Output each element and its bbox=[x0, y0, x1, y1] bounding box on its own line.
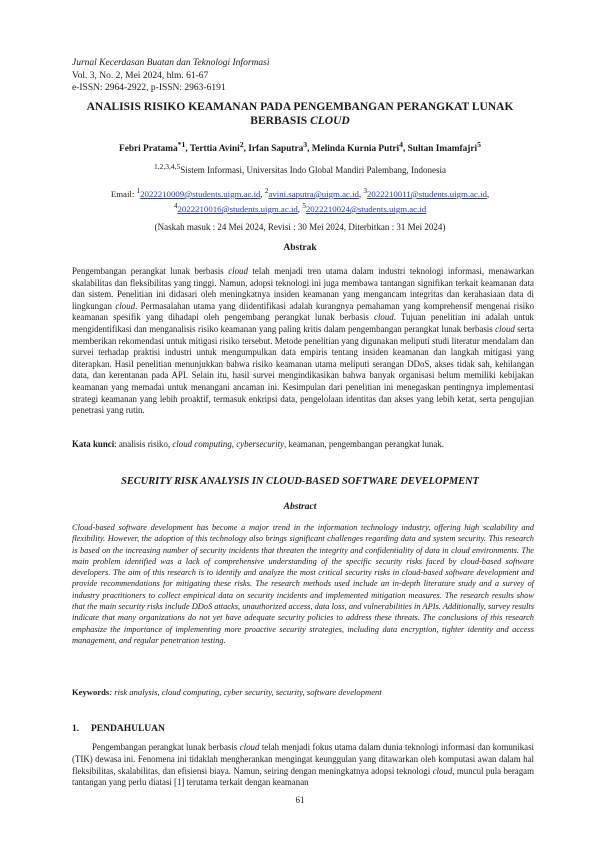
kata-kunci-term: cybersecurity bbox=[236, 439, 285, 449]
email-link[interactable]: 2022210011@students.uigm.ac.id bbox=[367, 188, 487, 199]
email-link[interactable]: 2022210024@students.uigm.ac.id bbox=[305, 203, 427, 214]
author-name: Sultan Imamfajri bbox=[407, 144, 478, 155]
kata-kunci-label: Kata kunci bbox=[72, 439, 115, 449]
abstrak-seg: telah menjadi tren utama dalam industri teknologi informasi, menawarkan skalabilitas dan fleksibilitas yang tinggi. Namun, adopsi teknologi ini juga membawa tantangan signifikan terkait keamanan data dan sistem. Penelitian ini didasari oleh meningkatnya insiden keamanan yang mengancam integritas dan kerahasiaan data di lingkungan bbox=[72, 266, 535, 311]
affiliation bbox=[60, 162, 540, 175]
keywords bbox=[72, 687, 534, 697]
affiliation-sup: 1,2,3,4,5 bbox=[154, 162, 181, 171]
author-name: Terttia Avini bbox=[189, 144, 240, 155]
abstrak-term: cloud bbox=[495, 323, 515, 334]
journal-volume: Vol. 3, No. 2, Mei 2024, hlm. 61-67 bbox=[72, 70, 209, 81]
author-sup: 2 bbox=[239, 140, 244, 149]
email-sup: 2 bbox=[264, 186, 269, 195]
intro-paragraph bbox=[72, 742, 534, 789]
title-line-1: ANALISIS RISIKO KEAMANAN PADA PENGEMBANGAN PERANGKAT LUNAK bbox=[86, 101, 514, 113]
author-list: Febri Pratama$^{*1}$, Terttia Avini$^2$, Irfan Saputra$^3$, Melinda Kurnia Putri$^4$, Sultan Imamfajri$^5$ bbox=[119, 140, 481, 155]
kata-kunci-term: cloud computing bbox=[172, 439, 232, 449]
journal-issn: e-ISSN: 2964-2922, p-ISSN: 2963-6191 bbox=[72, 83, 226, 93]
abstrak-heading: Abstrak bbox=[283, 243, 317, 253]
keywords-label: Keywords bbox=[72, 687, 110, 697]
author-sup: *1 bbox=[177, 140, 186, 149]
email-block: Email: $^1$2022210009@students.uigm.ac.id, $^2$avini.saputra@uigm.ac.id, $^3$2022210011@students.uigm.ac.id, $^4$2022210016@students.uigm.ac.id, $^5$2022210024@students.uigm.ac.id bbox=[110, 186, 490, 214]
paper-title bbox=[60, 100, 540, 128]
submission-dates: (Naskah masuk : 24 Mei 2024, Revisi : 30 Mei 2024, Diterbitkan : 31 Mei 2024) bbox=[154, 222, 446, 232]
section-heading: 1. PENDAHULUAN bbox=[72, 724, 165, 734]
intro-seg: , muncul pula beragam tantangan yang perlu diatasi [1] terutama terkait dengan keamanan bbox=[72, 765, 534, 788]
abstrak-term: cloud bbox=[374, 312, 394, 323]
intro-term: cloud bbox=[239, 742, 260, 752]
abstract-text: Cloud-based software development has become a major trend in the information technology industry, offering high scalability and flexibility. However, the adoption of this technology also brings significant challenges regarding data and system security. This research is based on the increasing number of security incidents that threaten the integrity and confidentiality of data in cloud environments. The main problem identified was a lack of comprehensive understanding of the specific security risks faced by cloud-based software developers. The aim of this research is to identify and analyze the most critical security risks in cloud-based software development and provide recommendations for mitigating these risks. The research methods used include an in-depth literature study and a survey of industry practitioners to collect empirical data on security incidents and implemented mitigation measures. The research results show that the main security risks include DDoS attacks, unauthorized access, data loss, and vulnerabilities in APIs. Additionally, survey results indicate that many organizations do not yet have adequate security policies to address these threats. The conclusions of this research emphasize the importance of implementing more proactive security strategies, including data encryption, tighter identity and access management, and regular penetration testing. bbox=[72, 523, 534, 645]
kata-kunci bbox=[72, 439, 534, 449]
email-sup: 4 bbox=[173, 200, 178, 210]
kata-kunci-seg: : analisis risiko, bbox=[114, 439, 173, 449]
email-sup: 1 bbox=[136, 186, 141, 195]
email-link[interactable]: 2022210016@students.uigm.ac.id bbox=[177, 203, 298, 214]
email-link[interactable]: avini.saputra@uigm.ac.id bbox=[268, 188, 359, 199]
author-sup: 5 bbox=[477, 140, 481, 149]
email-label: Email: bbox=[110, 188, 137, 199]
abstrak-seg: . Permasalahan utama yang diidentifikasi adalah kurangnya pemahaman yang komprehensif mengenai risiko keamanan spesifik yang dihadapi oleh pengembang perangkat lunak berbasis bbox=[72, 300, 535, 323]
keywords-text: : risk analysis, cloud computing, cyber security, security, software development bbox=[109, 687, 382, 697]
author-name: Melinda Kurnia Putri bbox=[311, 144, 400, 155]
author-name: Febri Pratama bbox=[119, 144, 178, 155]
title-line-2-prefix: BERBASIS bbox=[250, 115, 311, 127]
abstrak-seg: . Tujuan penelitian ini adalah untuk mengidentifikasi dan menganalisis risiko keamanan yang paling kritis dalam pengembangan perangkat lunak berbasis bbox=[72, 312, 534, 334]
kata-kunci-seg: , bbox=[231, 439, 237, 449]
intro-seg: telah menjadi fokus utama dalam dunia teknologi informasi dan komunikasi (TIK) dewasa ini. Fenomena ini tidaklah mengherankan mengingat keunggulan yang ditawarkan oleh komputasi awan dalam hal fleksibilitas, skalabilitas, dan efisiensi biaya. Namun, seiring dengan meningkatnya adopsi teknologi bbox=[72, 742, 534, 776]
page-number: 61 bbox=[295, 795, 305, 805]
abstract-heading: Abstract bbox=[283, 502, 317, 512]
author-name: Irfan Saputra bbox=[248, 144, 304, 155]
abstrak-seg: serta memberikan rekomendasi untuk mitigasi risiko tersebut. Metode penelitian yang digunakan meliputi studi literatur mendalam dan survei terhadap praktisi industri untuk mengumpulkan data empiris tentang insiden keamanan dan langkah mitigasi yang diterapkan. Hasil penelitian menunjukkan bahwa risiko keamanan utama meliputi serangan DDoS, akses tidak sah, kehilangan data, dan kerentanan pada API. Selain itu, hasil survei mengindikasikan bahwa banyak organisasi belum memiliki kebijakan keamanan yang memadai untuk menangani ancaman ini. Kesimpulan dari penelitian ini menegaskan pentingnya implementasi strategi keamanan yang lebih proaktif, termasuk enkripsi data, pengelolaan identitas dan akses yang lebih ketat, serta pengujian penetrasi yang rutin. bbox=[72, 323, 534, 416]
affiliation-text: Sistem Informasi, Universitas Indo Global Mandiri Palembang, Indonesia bbox=[180, 165, 446, 175]
abstrak-text bbox=[72, 266, 534, 417]
intro-seg: Pengembangan perangkat lunak berbasis bbox=[92, 742, 240, 752]
intro-term: cloud bbox=[432, 765, 453, 776]
journal-header bbox=[72, 57, 269, 95]
english-title: SECURITY RISK ANALYSIS IN CLOUD-BASED SOFTWARE DEVELOPMENT bbox=[121, 476, 479, 487]
email-link[interactable]: 2022210009@students.uigm.ac.id bbox=[140, 188, 261, 199]
title-line-2-italic: CLOUD bbox=[310, 115, 350, 127]
author-sup: 4 bbox=[399, 140, 403, 149]
journal-name: Jurnal Kecerdasan Buatan dan Teknologi Informasi bbox=[72, 58, 270, 68]
kata-kunci-seg: , keamanan, pengembangan perangkat lunak. bbox=[284, 439, 444, 449]
author-sup: 3 bbox=[303, 140, 308, 149]
abstrak-term: cloud bbox=[228, 266, 248, 276]
email-sup: 3 bbox=[363, 186, 368, 195]
title-line-2 bbox=[60, 114, 540, 128]
email-sup: 5 bbox=[302, 200, 306, 210]
abstrak-term: cloud bbox=[115, 300, 136, 311]
abstrak-seg: Pengembangan perangkat lunak berbasis bbox=[72, 266, 229, 276]
